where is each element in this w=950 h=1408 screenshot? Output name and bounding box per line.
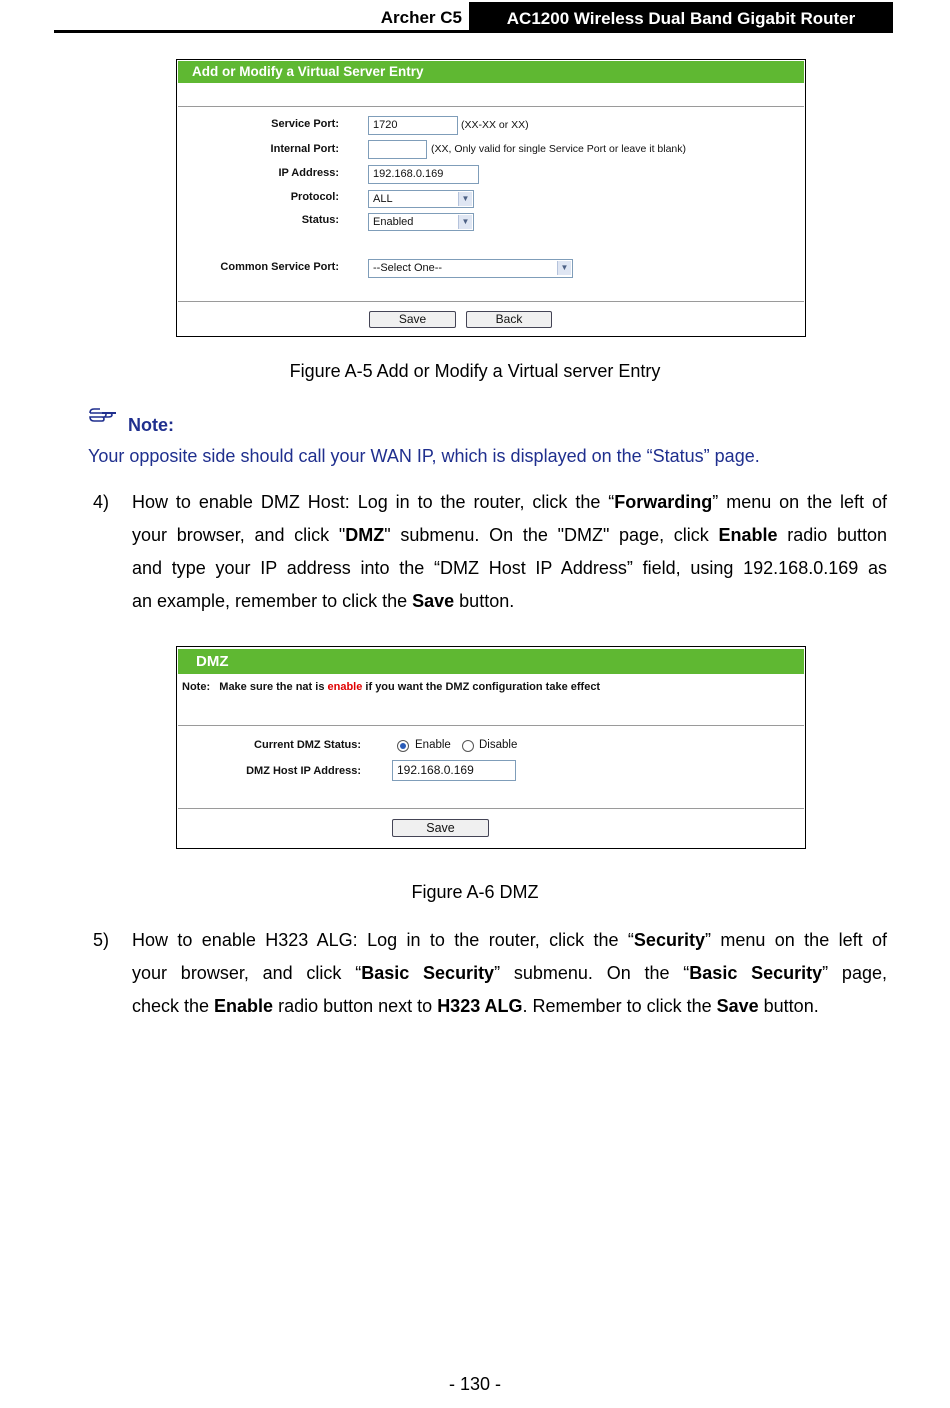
enable-label: Enable (415, 739, 451, 751)
ip-address-label: IP Address: (278, 167, 339, 179)
page-number: - 130 - (448, 1374, 502, 1394)
disable-radio[interactable] (462, 740, 474, 752)
service-port-input[interactable]: 1720 (368, 116, 458, 135)
disable-label: Disable (479, 739, 518, 751)
note-title: Note: (128, 415, 174, 435)
step-4-number: 4) (93, 492, 110, 512)
chevron-down-icon: ▼ (557, 261, 571, 275)
dmz-host-ip-input[interactable]: 192.168.0.169 (392, 760, 516, 781)
step-5-paragraph: How to enable H323 ALG: Log in to the router, click the “Security” menu on the left of your browser, and click “Basic Security” submenu. On the “Basic Security” page, check the Enable radio button next to H323 ALG. Remember to click the Save button. (132, 930, 888, 1016)
common-service-port-label: Common Service Port: (220, 261, 339, 273)
enable-radio[interactable] (397, 740, 409, 752)
header-product: Archer C5 (380, 8, 462, 27)
divider (178, 301, 804, 302)
status-select[interactable] (368, 213, 474, 231)
common-service-port-select[interactable] (368, 259, 573, 278)
internal-port-hint: (XX, Only valid for single Service Port or leave it blank) (431, 143, 687, 155)
service-port-hint: (XX-XX or XX) (461, 119, 529, 131)
header-title: AC1200 Wireless Dual Band Gigabit Router (469, 2, 893, 32)
step-4-paragraph: How to enable DMZ Host: Log in to the router, click the “Forwarding” menu on the left of your browser, and click "DMZ" submenu. On the "DMZ" page, click Enable radio button and type your IP address into the “DMZ Host IP Address” field, using 192.168.0.169 as an example, remember to click the Save button. (132, 492, 887, 611)
service-port-label: Service Port: (271, 118, 339, 130)
divider (178, 808, 804, 809)
back-button[interactable]: Back (466, 311, 552, 328)
divider (178, 106, 804, 107)
dmz-note: Note: Make sure the nat is enable if you want the DMZ configuration take effect (182, 681, 601, 693)
dmz-save-button[interactable]: Save (392, 819, 489, 837)
pointing-hand-icon (88, 406, 118, 429)
dmz-title-bar: DMZ (178, 649, 804, 674)
status-value: Enabled (373, 216, 414, 228)
virtual-server-panel (176, 59, 806, 337)
internal-port-label: Internal Port: (270, 143, 339, 155)
figure-a5-caption: Figure A-5 Add or Modify a Virtual server Entry (289, 361, 661, 381)
status-label: Status: (301, 214, 339, 226)
header-rule (54, 30, 893, 33)
chevron-down-icon: ▼ (458, 192, 472, 206)
common-service-port-value: --Select One-- (373, 262, 443, 274)
figure-a6-caption: Figure A-6 DMZ (411, 882, 539, 902)
protocol-value: ALL (373, 193, 393, 205)
virtual-server-title-bar: Add or Modify a Virtual Server Entry (178, 61, 804, 83)
ip-address-input[interactable]: 192.168.0.169 (368, 165, 479, 184)
dmz-host-ip-label: DMZ Host IP Address: (246, 765, 361, 777)
protocol-label: Protocol: (290, 191, 339, 203)
step-5-number: 5) (93, 930, 110, 950)
save-button[interactable]: Save (369, 311, 456, 328)
internal-port-input[interactable] (368, 140, 427, 159)
dmz-panel (176, 646, 806, 849)
note-text: Your opposite side should call your WAN IP, which is displayed on the “Status” page. (88, 446, 760, 466)
chevron-down-icon: ▼ (458, 215, 472, 229)
dmz-status-label: Current DMZ Status: (254, 739, 361, 751)
divider (178, 725, 804, 726)
protocol-select[interactable] (368, 190, 474, 208)
